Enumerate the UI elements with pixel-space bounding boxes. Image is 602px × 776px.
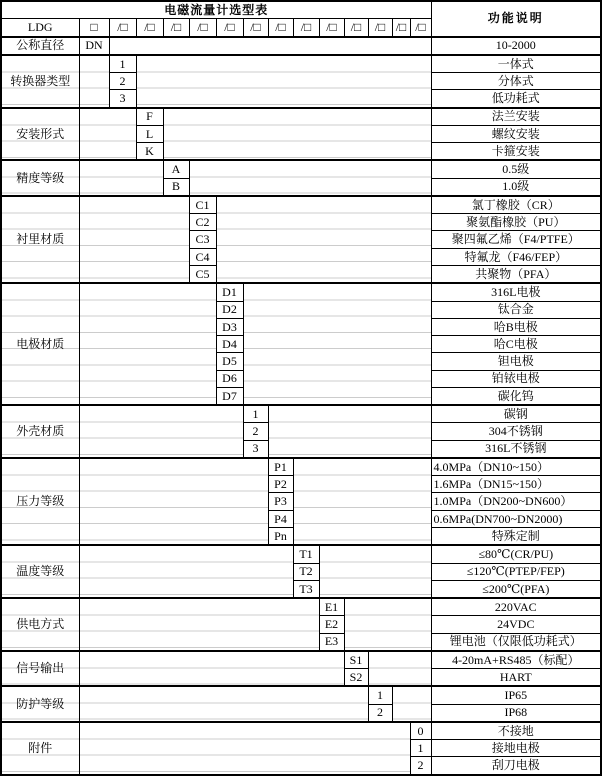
option-function-cell: 法兰安装: [431, 108, 601, 126]
table-row: [1, 283, 601, 301]
table-row: [1, 598, 601, 616]
option-function-cell: 低功耗式: [431, 90, 601, 108]
series-code-label: LDG: [1, 19, 79, 37]
code-slot-cell: /□: [216, 19, 243, 37]
option-function-cell: 1.6MPa（DN15~150）: [431, 476, 601, 493]
empty-span-cell: [79, 160, 163, 196]
option-function-cell: 螺纹安装: [431, 125, 601, 142]
function-column-header: 功能说明: [431, 1, 601, 37]
option-function-cell: 4-20mA+RS485（标配）: [431, 651, 601, 669]
option-code-cell: E2: [319, 616, 344, 633]
empty-span-cell: [79, 651, 344, 687]
empty-span-cell: [79, 598, 319, 651]
option-code-cell: C1: [189, 196, 216, 214]
code-slot-cell: /□: [109, 19, 136, 37]
option-code-cell: 1: [368, 686, 392, 704]
option-code-cell: 3: [109, 90, 136, 108]
option-code-cell: D4: [216, 336, 243, 353]
empty-span-cell: [243, 283, 431, 405]
option-code-cell: F: [136, 108, 163, 126]
empty-span-cell: [293, 458, 431, 545]
option-function-cell: 铂铱电极: [431, 370, 601, 387]
table-row: [1, 405, 601, 423]
option-code-cell: D6: [216, 370, 243, 387]
empty-span-cell: [109, 37, 431, 55]
option-code-cell: Pn: [268, 527, 293, 545]
option-code-cell: 1: [410, 740, 431, 757]
code-slot-cell: /□: [368, 19, 392, 37]
option-function-cell: 4.0MPa（DN10~150）: [431, 458, 601, 476]
empty-span-cell: [136, 55, 431, 108]
option-code-cell: 2: [109, 73, 136, 90]
option-function-cell: 24VDC: [431, 616, 601, 633]
diameter-row: [1, 37, 601, 55]
empty-span-cell: [79, 686, 368, 722]
code-slot-cell: /□: [243, 19, 268, 37]
option-function-cell: 316L不锈钢: [431, 440, 601, 458]
option-function-cell: ≤80℃(CR/PU): [431, 545, 601, 563]
option-function-cell: HART: [431, 669, 601, 687]
empty-span-cell: [79, 108, 136, 161]
empty-span-cell: [79, 545, 293, 598]
option-function-cell: IP68: [431, 704, 601, 722]
option-function-cell: 316L电极: [431, 283, 601, 301]
option-code-cell: P2: [268, 476, 293, 493]
option-code-cell: 2: [368, 704, 392, 722]
group-label: 外壳材质: [1, 405, 79, 458]
option-function-cell: 碳钢: [431, 405, 601, 423]
option-code-cell: A: [163, 160, 189, 178]
empty-span-cell: [79, 196, 189, 283]
empty-span-cell: [163, 108, 431, 161]
option-code-cell: 2: [410, 757, 431, 775]
table-row: [1, 160, 601, 178]
code-slot-cell: /□: [410, 19, 431, 37]
option-function-cell: 特氟龙（F46/FEP）: [431, 248, 601, 265]
code-slot-cell: /□: [344, 19, 368, 37]
group-label: 防护等级: [1, 686, 79, 722]
option-code-cell: 0: [410, 722, 431, 740]
table-row: [1, 108, 601, 126]
option-code-cell: E1: [319, 598, 344, 616]
code-box-cell: □: [79, 19, 109, 37]
group-label: 信号输出: [1, 651, 79, 687]
option-function-cell: 一体式: [431, 55, 601, 73]
group-label: 电极材质: [1, 283, 79, 405]
option-code-cell: 1: [243, 405, 268, 423]
code-slot-cell: /□: [293, 19, 319, 37]
table-row: [1, 686, 601, 704]
empty-span-cell: [216, 196, 431, 283]
group-label: 温度等级: [1, 545, 79, 598]
empty-span-cell: [79, 405, 243, 458]
option-code-cell: S1: [344, 651, 368, 669]
option-code-cell: D1: [216, 283, 243, 301]
option-code-cell: C5: [189, 265, 216, 283]
option-code-cell: L: [136, 125, 163, 142]
empty-span-cell: [319, 545, 431, 598]
option-function-cell: 10-2000: [431, 37, 601, 55]
option-function-cell: 哈C电极: [431, 336, 601, 353]
empty-span-cell: [79, 722, 410, 775]
option-function-cell: 碳化钨: [431, 387, 601, 405]
group-label: 压力等级: [1, 458, 79, 545]
code-slot-cell: /□: [136, 19, 163, 37]
option-code-cell: C2: [189, 214, 216, 231]
option-code-cell: 1: [109, 55, 136, 73]
option-code-cell: D2: [216, 301, 243, 318]
option-code-cell: S2: [344, 669, 368, 687]
title-row: [1, 1, 601, 19]
table-row: [1, 458, 601, 476]
option-function-cell: 1.0级: [431, 178, 601, 196]
empty-span-cell: [79, 458, 268, 545]
empty-span-cell: [344, 598, 431, 651]
group-label: 衬里材质: [1, 196, 79, 283]
group-label: 安装形式: [1, 108, 79, 161]
option-function-cell: 钽电极: [431, 353, 601, 370]
option-code-cell: T3: [293, 580, 319, 598]
table-row: [1, 651, 601, 669]
option-code-cell: DN: [79, 37, 109, 55]
option-function-cell: 0.6MPa(DN700~DN2000): [431, 510, 601, 527]
empty-span-cell: [79, 55, 109, 108]
code-slot-cell: /□: [319, 19, 344, 37]
option-function-cell: 220VAC: [431, 598, 601, 616]
option-function-cell: 哈B电极: [431, 318, 601, 335]
option-code-cell: P4: [268, 510, 293, 527]
table-row: [1, 196, 601, 214]
option-function-cell: 钛合金: [431, 301, 601, 318]
table-title: 电磁流量计选型表: [1, 1, 431, 19]
empty-span-cell: [392, 686, 431, 722]
code-slot-cell: /□: [189, 19, 216, 37]
option-code-cell: C4: [189, 248, 216, 265]
option-code-cell: E3: [319, 633, 344, 651]
option-function-cell: 氯丁橡胶（CR）: [431, 196, 601, 214]
option-function-cell: 0.5级: [431, 160, 601, 178]
option-code-cell: D5: [216, 353, 243, 370]
option-code-cell: B: [163, 178, 189, 196]
option-function-cell: 刮刀电极: [431, 757, 601, 775]
empty-span-cell: [368, 651, 431, 687]
option-function-cell: 不接地: [431, 722, 601, 740]
option-function-cell: ≤200℃(PFA): [431, 580, 601, 598]
group-label: 精度等级: [1, 160, 79, 196]
group-label: 供电方式: [1, 598, 79, 651]
empty-span-cell: [189, 160, 431, 196]
table-row: [1, 545, 601, 563]
group-label: 附件: [1, 722, 79, 775]
option-code-cell: K: [136, 143, 163, 161]
option-function-cell: 卡箍安装: [431, 143, 601, 161]
group-label-diameter: 公称直径: [1, 37, 79, 55]
group-label: 转换器类型: [1, 55, 79, 108]
option-function-cell: 304不锈钢: [431, 423, 601, 440]
option-code-cell: D3: [216, 318, 243, 335]
empty-span-cell: [268, 405, 431, 458]
option-code-cell: T2: [293, 563, 319, 580]
option-function-cell: 分体式: [431, 73, 601, 90]
option-function-cell: 接地电极: [431, 740, 601, 757]
code-slot-cell: /□: [163, 19, 189, 37]
option-code-cell: T1: [293, 545, 319, 563]
option-function-cell: 锂电池（仅限低功耗式）: [431, 633, 601, 651]
option-code-cell: P1: [268, 458, 293, 476]
option-code-cell: D7: [216, 387, 243, 405]
option-function-cell: IP65: [431, 686, 601, 704]
option-function-cell: 聚四氟乙烯（F4/PTFE）: [431, 231, 601, 248]
code-slot-cell: /□: [392, 19, 410, 37]
option-code-cell: P3: [268, 493, 293, 510]
table-row: [1, 722, 601, 740]
option-code-cell: C3: [189, 231, 216, 248]
option-code-cell: 3: [243, 440, 268, 458]
table-row: [1, 55, 601, 73]
empty-span-cell: [79, 283, 216, 405]
option-function-cell: 特殊定制: [431, 527, 601, 545]
option-function-cell: ≤120℃(PTEP/FEP): [431, 563, 601, 580]
option-function-cell: 聚氨酯橡胶（PU）: [431, 214, 601, 231]
code-slot-cell: /□: [268, 19, 293, 37]
option-code-cell: 2: [243, 423, 268, 440]
option-function-cell: 1.0MPa（DN200~DN600）: [431, 493, 601, 510]
option-function-cell: 共聚物（PFA）: [431, 265, 601, 283]
